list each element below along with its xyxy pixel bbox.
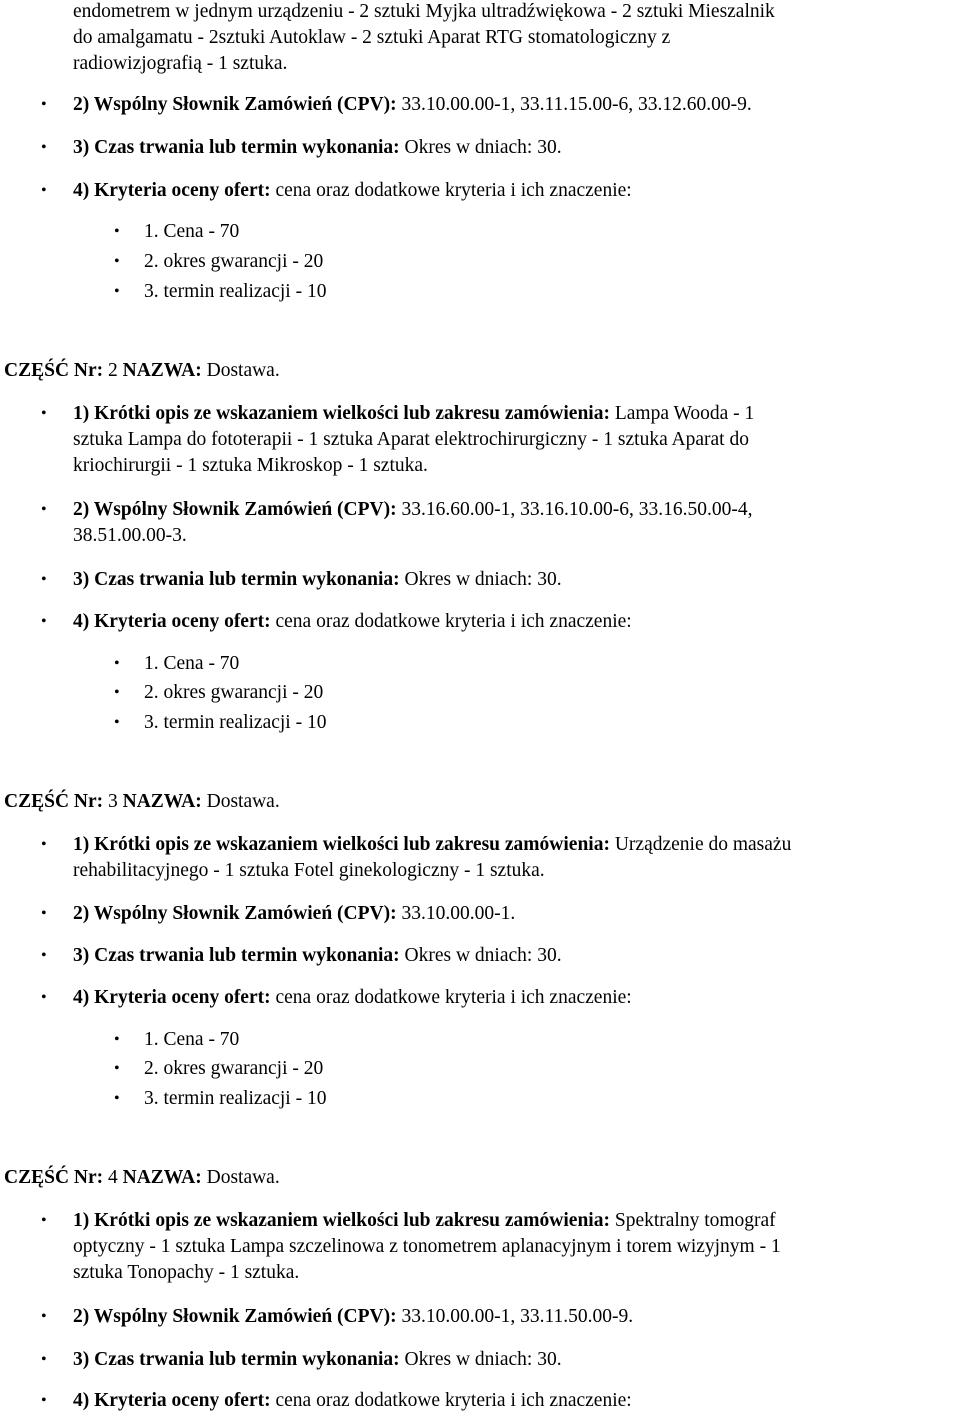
part3-time [73, 943, 958, 969]
cpv-value: 33.10.00.00-1, 33.11.15.00-6, 33.12.60.00-9. [396, 94, 752, 115]
part2-time [73, 567, 958, 593]
part3-criterion-2: • 2. okres gwarancji - 20 [144, 1056, 323, 1082]
part-nr-label: CZĘŚĆ Nr: [4, 360, 104, 381]
part-name-label: NAZWA: [122, 1167, 202, 1188]
cpv-value: 33.10.00.00-1, 33.11.50.00-9. [396, 1306, 634, 1327]
criteria-label: 4) Kryteria oceny ofert: [73, 611, 271, 632]
part2-heading [4, 358, 280, 384]
part3-criterion-1: • 1. Cena - 70 [144, 1027, 239, 1053]
cpv-label: 2) Wspólny Słownik Zamówień (CPV): [73, 1306, 397, 1327]
part1-time [73, 135, 958, 161]
cpv-label: 2) Wspólny Słownik Zamówień (CPV): [73, 94, 397, 115]
time-value: Okres w dniach: 30. [399, 945, 562, 966]
part-name: Dostawa. [201, 1167, 280, 1188]
cpv-label: 2) Wspólny Słownik Zamówień (CPV): [73, 499, 397, 520]
criteria-value: cena oraz dodatkowe kryteria i ich znaczenie: [270, 1390, 632, 1411]
desc-line-1: Spektralny tomograf [609, 1210, 776, 1231]
time-label: 3) Czas trwania lub termin wykonania: [73, 569, 400, 590]
desc-line-2: optyczny - 1 sztuka Lampa szczelinowa z tonometrem aplanacyjnym i torem wizyjnym - 1 [73, 1236, 781, 1257]
time-label: 3) Czas trwania lub termin wykonania: [73, 137, 400, 158]
criteria-label: 4) Kryteria oceny ofert: [73, 1390, 271, 1411]
criteria-value: cena oraz dodatkowe kryteria i ich znaczenie: [270, 180, 632, 201]
part1-criterion-1: • 1. Cena - 70 [144, 219, 239, 245]
desc-label: 1) Krótki opis ze wskazaniem wielkości lub zakresu zamówienia: [73, 403, 610, 424]
part-nr: 3 [103, 791, 123, 812]
part-name-label: NAZWA: [122, 791, 202, 812]
part1-criterion-2: • 2. okres gwarancji - 20 [144, 249, 323, 275]
desc-line-3: kriochirurgii - 1 sztuka Mikroskop - 1 sztuka. [73, 455, 428, 476]
part2-criterion-1: • 1. Cena - 70 [144, 651, 239, 677]
time-value: Okres w dniach: 30. [399, 137, 562, 158]
part-nr: 2 [103, 360, 123, 381]
part3-criteria [73, 985, 958, 1011]
intro-paragraph [73, 0, 958, 77]
intro-line-2: do amalgamatu - 2sztuki Autoklaw - 2 sztuki Aparat RTG stomatologiczny z [73, 27, 671, 48]
part1-criteria [73, 178, 958, 204]
part4-description [73, 1208, 958, 1286]
part4-time [73, 1347, 958, 1373]
part3-description [73, 832, 958, 884]
cpv-value-2: 38.51.00.00-3. [73, 525, 187, 546]
time-label: 3) Czas trwania lub termin wykonania: [73, 945, 400, 966]
part-nr-label: CZĘŚĆ Nr: [4, 1167, 104, 1188]
criteria-value: cena oraz dodatkowe kryteria i ich znaczenie: [270, 987, 632, 1008]
part2-criteria [73, 609, 958, 635]
time-value: Okres w dniach: 30. [399, 1349, 562, 1370]
time-value: Okres w dniach: 30. [399, 569, 562, 590]
part2-cpv [73, 497, 958, 549]
part-nr-label: CZĘŚĆ Nr: [4, 791, 104, 812]
desc-line-1: Urządzenie do masażu [609, 834, 792, 855]
part-name: Dostawa. [201, 360, 280, 381]
time-label: 3) Czas trwania lub termin wykonania: [73, 1349, 400, 1370]
part-name-label: NAZWA: [122, 360, 202, 381]
part-name: Dostawa. [201, 791, 280, 812]
part4-heading [4, 1165, 280, 1191]
part2-criterion-2: • 2. okres gwarancji - 20 [144, 680, 323, 706]
cpv-value: 33.16.60.00-1, 33.16.10.00-6, 33.16.50.00-4, [396, 499, 753, 520]
part3-cpv [73, 901, 958, 927]
desc-label: 1) Krótki opis ze wskazaniem wielkości lub zakresu zamówienia: [73, 834, 610, 855]
desc-line-3: sztuka Tonopachy - 1 sztuka. [73, 1262, 300, 1283]
part3-criterion-3: • 3. termin realizacji - 10 [144, 1086, 326, 1112]
intro-line-3: radiowizjografią - 1 sztuka. [73, 53, 288, 74]
part4-cpv [73, 1304, 958, 1330]
intro-line-1: endometrem w jednym urządzeniu - 2 sztuki Myjka ultradźwiękowa - 2 sztuki Mieszalnik [73, 1, 775, 22]
part2-criterion-3: • 3. termin realizacji - 10 [144, 710, 326, 736]
cpv-value: 33.10.00.00-1. [396, 903, 516, 924]
criteria-label: 4) Kryteria oceny ofert: [73, 180, 271, 201]
part1-cpv [73, 92, 958, 118]
desc-line-1: Lampa Wooda - 1 [609, 403, 755, 424]
part1-criterion-3: • 3. termin realizacji - 10 [144, 279, 326, 305]
part3-heading [4, 789, 280, 815]
cpv-label: 2) Wspólny Słownik Zamówień (CPV): [73, 903, 397, 924]
desc-line-2: sztuka Lampa do fototerapii - 1 sztuka Aparat elektrochirurgiczny - 1 sztuka Aparat do [73, 429, 749, 450]
desc-label: 1) Krótki opis ze wskazaniem wielkości lub zakresu zamówienia: [73, 1210, 610, 1231]
part2-description [73, 401, 958, 479]
part4-criteria [73, 1388, 958, 1414]
criteria-label: 4) Kryteria oceny ofert: [73, 987, 271, 1008]
desc-line-2: rehabilitacyjnego - 1 sztuka Fotel ginekologiczny - 1 sztuka. [73, 860, 545, 881]
part-nr: 4 [103, 1167, 123, 1188]
criteria-value: cena oraz dodatkowe kryteria i ich znaczenie: [270, 611, 632, 632]
